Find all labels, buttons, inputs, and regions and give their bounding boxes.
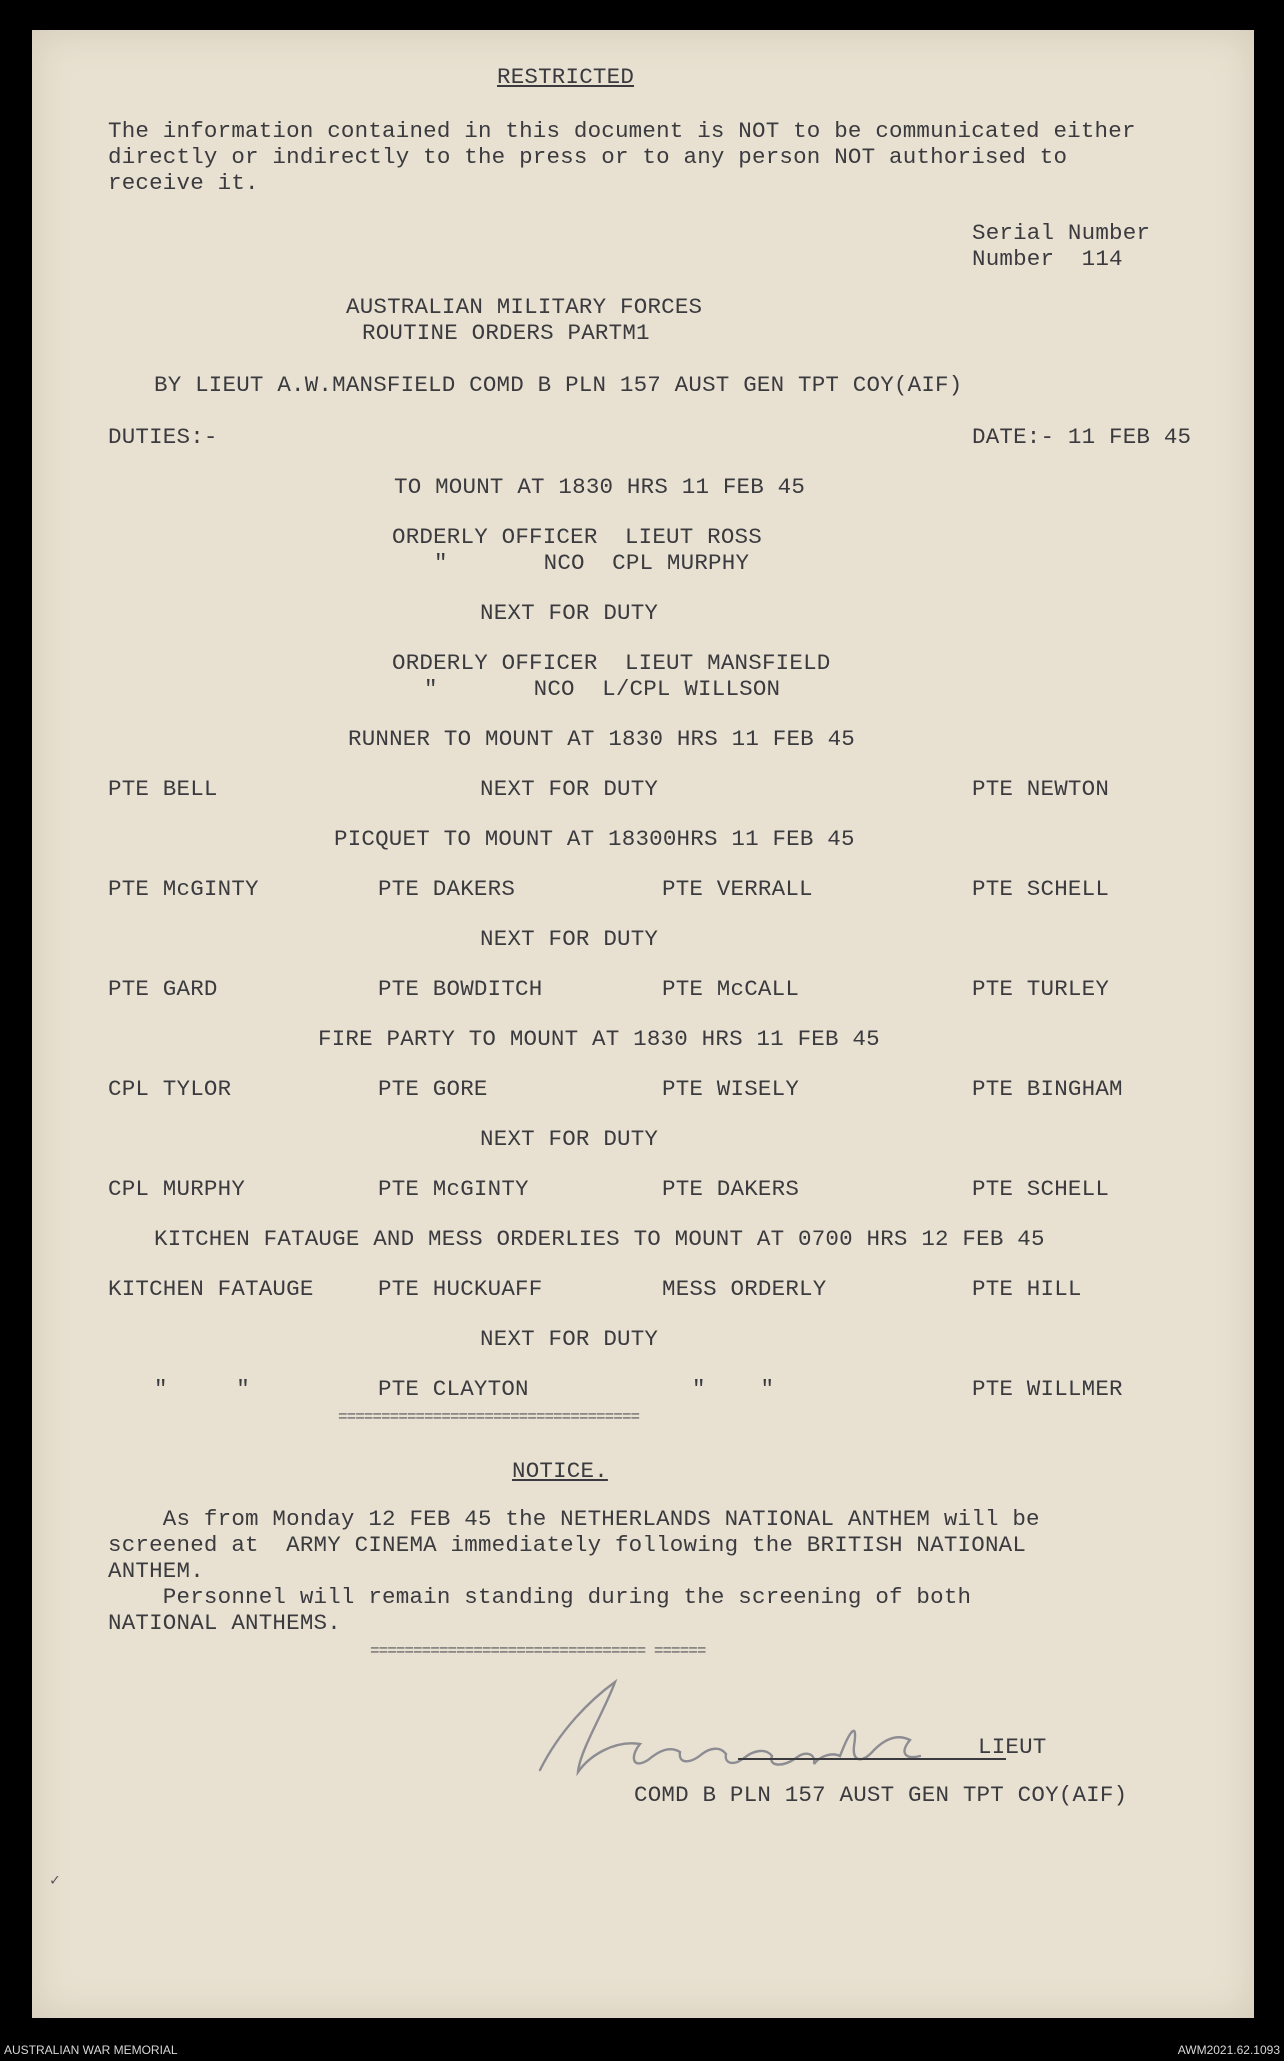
picquet-name-1: PTE McGINTY [108, 876, 259, 902]
kitchen-next-label: NEXT FOR DUTY [480, 1326, 659, 1352]
warning-line-1: The information contained in this document is NOT to be communicated either [108, 118, 1136, 144]
signature-rank: LIEUT [978, 1734, 1047, 1760]
fire-party-heading: FIRE PARTY TO MOUNT AT 1830 HRS 11 FEB 45 [318, 1026, 880, 1052]
next-orderly-nco: " NCO L/CPL WILLSON [424, 676, 781, 702]
picquet-next-1: PTE GARD [108, 976, 218, 1002]
kitchen-heading: KITCHEN FATAUGE AND MESS ORDERLIES TO MOUNT AT 0700 HRS 12 FEB 45 [154, 1226, 1045, 1252]
kitchen-name-1: PTE HUCKUAFF [378, 1276, 543, 1302]
duties-label: DUTIES:- [108, 424, 218, 450]
footer-right: AWM2021.62.1093 [1177, 2043, 1280, 2057]
picquet-name-3: PTE VERRALL [662, 876, 813, 902]
notice-line-1: As from Monday 12 FEB 45 the NETHERLANDS NATIONAL ANTHEM will be [108, 1506, 1040, 1532]
runner-next-name: PTE NEWTON [972, 776, 1110, 802]
serial-label: Serial Number [972, 220, 1151, 246]
classification-heading: RESTRICTED [497, 64, 635, 90]
signature-unit: COMD B PLN 157 AUST GEN TPT COY(AIF) [634, 1782, 1128, 1808]
footer-left: AUSTRALIAN WAR MEMORIAL [4, 2043, 178, 2057]
document-page [32, 30, 1254, 2018]
fire-next-3: PTE DAKERS [662, 1176, 800, 1202]
fire-next-1: CPL MURPHY [108, 1176, 246, 1202]
warning-line-2: directly or indirectly to the press or to any person NOT authorised to [108, 144, 1068, 170]
orderly-nco: " NCO CPL MURPHY [434, 550, 750, 576]
kitchen-role-2: MESS ORDERLY [662, 1276, 827, 1302]
signature-line [738, 1758, 1006, 1760]
fire-name-4: PTE BINGHAM [972, 1076, 1123, 1102]
picquet-next-3: PTE McCALL [662, 976, 800, 1002]
kitchen-next-name-1: PTE CLAYTON [378, 1376, 529, 1402]
title-line-2: ROUTINE ORDERS PARTM1 [362, 320, 650, 346]
picquet-next-label: NEXT FOR DUTY [480, 926, 659, 952]
notice-line-4: Personnel will remain standing during the screening of both [108, 1584, 972, 1610]
separator-1: =================================== [338, 1408, 640, 1426]
next-orderly-officer: ORDERLY OFFICER LIEUT MANSFIELD [392, 650, 831, 676]
by-line: BY LIEUT A.W.MANSFIELD COMD B PLN 157 AUST GEN TPT COY(AIF) [154, 372, 963, 398]
picquet-name-2: PTE DAKERS [378, 876, 516, 902]
fire-name-2: PTE GORE [378, 1076, 488, 1102]
notice-line-3: ANTHEM. [108, 1558, 204, 1584]
runner-name: PTE BELL [108, 776, 218, 802]
next-for-duty-heading: NEXT FOR DUTY [480, 600, 659, 626]
kitchen-role-1: KITCHEN FATAUGE [108, 1276, 314, 1302]
kitchen-next-ditto-1: " " [154, 1376, 250, 1402]
runner-next-label: NEXT FOR DUTY [480, 776, 659, 802]
kitchen-name-2: PTE HILL [972, 1276, 1082, 1302]
kitchen-next-ditto-2: " " [692, 1376, 775, 1402]
fire-name-3: PTE WISELY [662, 1076, 800, 1102]
notice-line-5: NATIONAL ANTHEMS. [108, 1610, 341, 1636]
picquet-next-4: PTE TURLEY [972, 976, 1110, 1002]
title-line-1: AUSTRALIAN MILITARY FORCES [346, 294, 703, 320]
notice-line-2: screened at ARMY CINEMA immediately following the BRITISH NATIONAL [108, 1532, 1027, 1558]
fire-next-4: PTE SCHELL [972, 1176, 1110, 1202]
notice-heading: NOTICE. [512, 1458, 608, 1484]
tick-mark-icon: ✓ [50, 1872, 60, 1890]
duties-date: DATE:- 11 FEB 45 [972, 424, 1192, 450]
mount-heading: TO MOUNT AT 1830 HRS 11 FEB 45 [394, 474, 806, 500]
fire-next-label: NEXT FOR DUTY [480, 1126, 659, 1152]
picquet-next-2: PTE BOWDITCH [378, 976, 543, 1002]
fire-name-1: CPL TYLOR [108, 1076, 232, 1102]
picquet-heading: PICQUET TO MOUNT AT 18300HRS 11 FEB 45 [334, 826, 855, 852]
kitchen-next-name-2: PTE WILLMER [972, 1376, 1123, 1402]
serial-number: Number 114 [972, 246, 1123, 272]
fire-next-2: PTE McGINTY [378, 1176, 529, 1202]
separator-2: ================================ ====== [370, 1642, 706, 1660]
runner-heading: RUNNER TO MOUNT AT 1830 HRS 11 FEB 45 [348, 726, 855, 752]
orderly-officer: ORDERLY OFFICER LIEUT ROSS [392, 524, 762, 550]
handwritten-signature [520, 1660, 990, 1800]
picquet-name-4: PTE SCHELL [972, 876, 1110, 902]
warning-line-3: receive it. [108, 170, 259, 196]
